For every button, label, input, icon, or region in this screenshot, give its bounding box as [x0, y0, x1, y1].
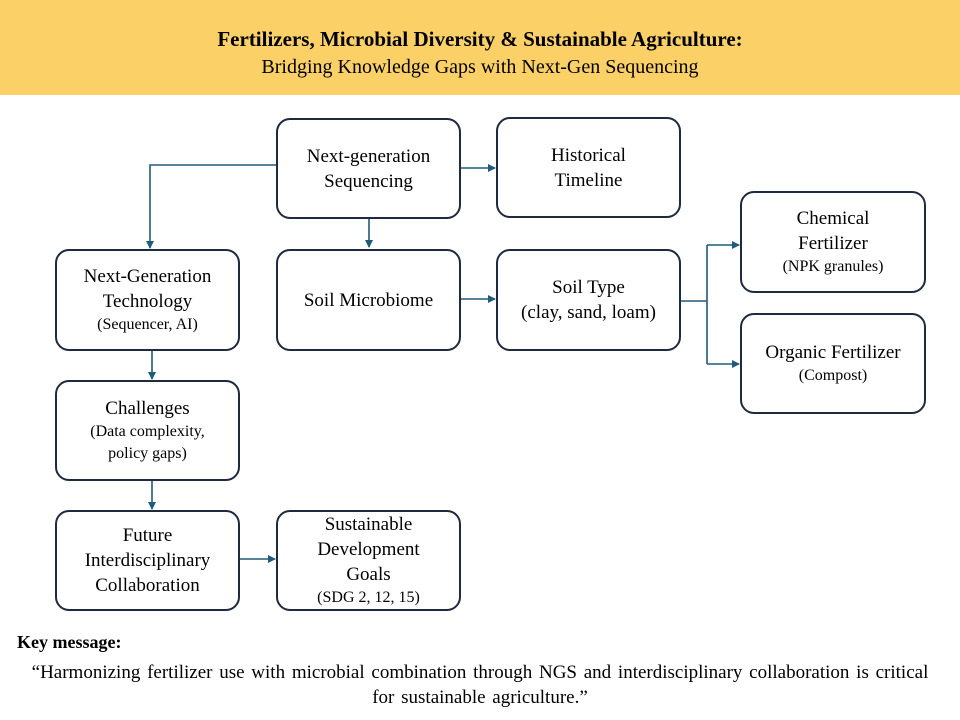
node-soil-microbiome	[276, 249, 461, 351]
arrow-soiltype-branch	[680, 245, 707, 364]
sdg-sub: (SDG 2, 12, 15)	[317, 589, 420, 606]
node-sustainable-development-goals	[276, 510, 461, 611]
diagram-title: Fertilizers, Microbial Diversity & Sustainable Agriculture:	[217, 27, 743, 51]
future-line3: Collaboration	[95, 575, 200, 596]
node-organic-fertilizer	[740, 313, 926, 414]
technology-line2: Technology	[102, 291, 193, 312]
soiltype-line2: (clay, sand, loam)	[521, 302, 656, 323]
node-future-collaboration	[55, 510, 240, 611]
key-message-text: “Harmonizing fertilizer use with microbial combination through NGS and interdisciplinary collaboration is critical for sustainable agriculture.”	[31, 662, 929, 708]
chemical-sub: (NPK granules)	[782, 258, 884, 275]
chemical-line1: Chemical	[796, 208, 870, 229]
challenges-sub2: policy gaps)	[108, 445, 187, 462]
node-historical-timeline	[496, 117, 681, 218]
organic-sub: (Compost)	[798, 367, 868, 384]
node-next-generation-technology	[55, 249, 240, 351]
node-challenges	[55, 380, 240, 481]
sdg-line3: Goals	[346, 564, 391, 585]
technology-line1: Next-Generation	[83, 266, 212, 287]
timeline-line2: Timeline	[554, 169, 623, 191]
ngs-line2: Sequencing	[324, 170, 413, 192]
timeline-line1: Historical	[551, 144, 626, 166]
chemical-line2: Fertilizer	[798, 233, 868, 254]
sdg-line2: Development	[317, 539, 420, 560]
organic-label: Organic Fertilizer	[765, 342, 901, 363]
challenges-sub1: (Data complexity,	[90, 423, 205, 440]
future-line1: Future	[122, 525, 173, 546]
ngs-line1: Next-generation	[306, 145, 431, 167]
node-next-generation-sequencing	[276, 118, 461, 219]
future-line2: Interdisciplinary	[84, 550, 211, 571]
soiltype-line1: Soil Type	[552, 277, 625, 298]
sdg-line1: Sustainable	[324, 514, 413, 535]
diagram-subtitle: Bridging Knowledge Gaps with Next-Gen Sequencing	[261, 56, 699, 78]
arrow-ngs-to-technology	[150, 165, 276, 248]
microbiome-label: Soil Microbiome	[303, 289, 434, 311]
key-message-title: Key message:	[17, 632, 122, 652]
node-chemical-fertilizer	[740, 191, 926, 293]
technology-sub: (Sequencer, AI)	[97, 316, 198, 333]
node-soil-type	[496, 249, 681, 351]
challenges-line1: Challenges	[105, 398, 190, 419]
